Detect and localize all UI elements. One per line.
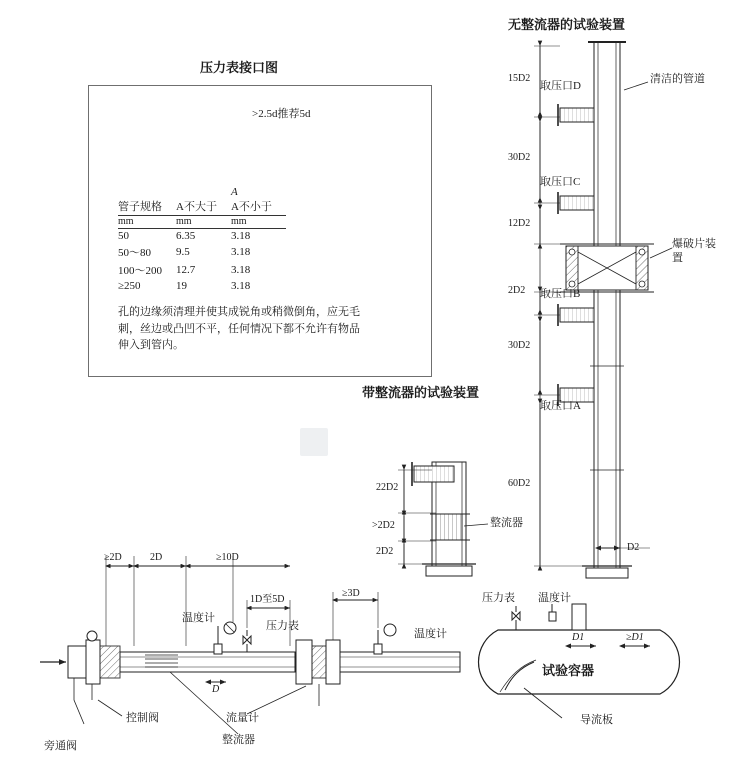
cell-amax: 12.7 — [176, 264, 196, 276]
dim-ge3d: ≥3D — [342, 588, 360, 599]
dim-15d2 — [508, 73, 530, 85]
callout-pressure-gauge-2: 压力表 — [482, 592, 515, 604]
table-header-1: A不大于 — [176, 201, 217, 213]
dim-ge10d: ≥10D — [216, 552, 239, 563]
table-header-0: 管子规格 — [118, 201, 162, 213]
dim-2d2 — [508, 285, 525, 297]
dim-d1: D1 — [572, 632, 585, 643]
dim-2d2-text: 2D2 — [508, 285, 526, 296]
dim-d: D — [212, 684, 220, 695]
dim-22d2 — [376, 482, 398, 494]
dim-30d2-a — [508, 152, 530, 164]
dim-30d2-b-text: 30D2 — [508, 340, 531, 351]
callout-flowmeter: 流量计 — [226, 712, 259, 724]
callout-clean-pipe: 清洁的管道 — [650, 73, 705, 85]
dim-15d2-text: 15D2 — [508, 73, 531, 84]
callout-straightener-bottom: 整流器 — [222, 734, 255, 746]
cell-amax: 9.5 — [176, 246, 190, 258]
cell-size: ≥250 — [118, 280, 141, 292]
rig-with-straightener-title: 带整流器的试验装置 — [362, 385, 480, 400]
tap-label-a: 取压口A — [540, 400, 581, 412]
dim-d2 — [627, 542, 639, 554]
dim-12d2-text: 12D2 — [508, 218, 531, 229]
callout-straightener-mid: 整流器 — [490, 517, 523, 529]
tap-label-b: 取压口B — [540, 288, 581, 300]
table-row — [118, 261, 286, 279]
callout-control-valve: 控制阀 — [126, 712, 159, 724]
watermark-block — [300, 428, 328, 456]
callout-thermometer-1: 温度计 — [182, 612, 215, 624]
table-row — [118, 279, 286, 293]
dim-2d2-lower-text: 2D2 — [376, 546, 394, 557]
table-header-2: A不小于 — [230, 201, 272, 213]
callout-baffle: 导流板 — [580, 714, 613, 726]
tap-label-c: 取压口C — [540, 176, 581, 188]
table-row — [118, 243, 286, 261]
rig-with-straightener-drawing — [398, 462, 488, 576]
dim-gt2d2 — [372, 520, 395, 532]
table-row — [118, 229, 286, 244]
tap-B — [558, 304, 594, 326]
dim-1d-5d: 1D至5D — [250, 594, 285, 605]
cell-size: 100～200 — [118, 265, 162, 277]
dim-60d2 — [508, 478, 530, 490]
callout-pressure-gauge-1: 压力表 — [266, 620, 299, 632]
cell-amax: 19 — [176, 280, 187, 292]
cell-amax: 6.35 — [176, 230, 196, 242]
panel-note: 孔的边缘须清理并使其成锐角或稍微倒角，应无毛刺，丝边或凸凹不平，任何情况下都不允许有物品伸入到管内。 — [118, 306, 360, 351]
dim-2d: 2D — [150, 552, 163, 563]
panel-title: 压力表接口图 — [200, 60, 279, 75]
callout-thermometer-2: 温度计 — [414, 628, 447, 640]
callout-bursting-disc: 爆破片装置 — [672, 238, 716, 264]
callout-thermometer-3: 温度计 — [538, 592, 571, 604]
cell-size: 50 — [118, 230, 129, 242]
rig-no-straightener-title: 无整流器的试验装置 — [508, 17, 626, 32]
cell-amin: 3.18 — [230, 280, 251, 292]
cell-amin: 3.18 — [230, 230, 251, 242]
table-subheader-2: mm — [230, 216, 247, 227]
dim-label-a: A — [231, 186, 238, 198]
rig-no-straightener-drawing — [534, 42, 672, 578]
table-subheader-1: mm — [176, 216, 192, 227]
dim-ge2d: ≥2D — [104, 552, 122, 563]
tap-D — [558, 104, 594, 126]
table-subheader-0: mm — [118, 216, 134, 227]
dim-ge-d1: ≥D1 — [626, 632, 644, 643]
dim-d2-text: D2 — [627, 542, 640, 553]
dim-60d2-text: 60D2 — [508, 478, 531, 489]
dim-gt2d2-text: >2D2 — [372, 520, 395, 531]
dim-12d2 — [508, 218, 530, 230]
cell-amin: 3.18 — [230, 264, 251, 276]
dim-note-2-5d: >2.5d推荐5d — [252, 108, 311, 120]
tap-label-d: 取压口D — [540, 80, 581, 92]
dim-30d2-b — [508, 340, 530, 352]
callout-test-vessel: 试验容器 — [542, 663, 595, 678]
dim-30d2-a-text: 30D2 — [508, 152, 531, 163]
dim-22d2-text: 22D2 — [376, 482, 399, 493]
pipe-size-table — [118, 198, 358, 293]
bottom-pipeline-drawing — [40, 556, 680, 734]
tap-C — [558, 192, 594, 214]
callout-bypass-valve: 旁通阀 — [44, 740, 77, 752]
cell-amin: 3.18 — [230, 246, 251, 258]
dim-2d2-lower — [376, 546, 393, 558]
cell-size: 50～80 — [118, 247, 151, 259]
